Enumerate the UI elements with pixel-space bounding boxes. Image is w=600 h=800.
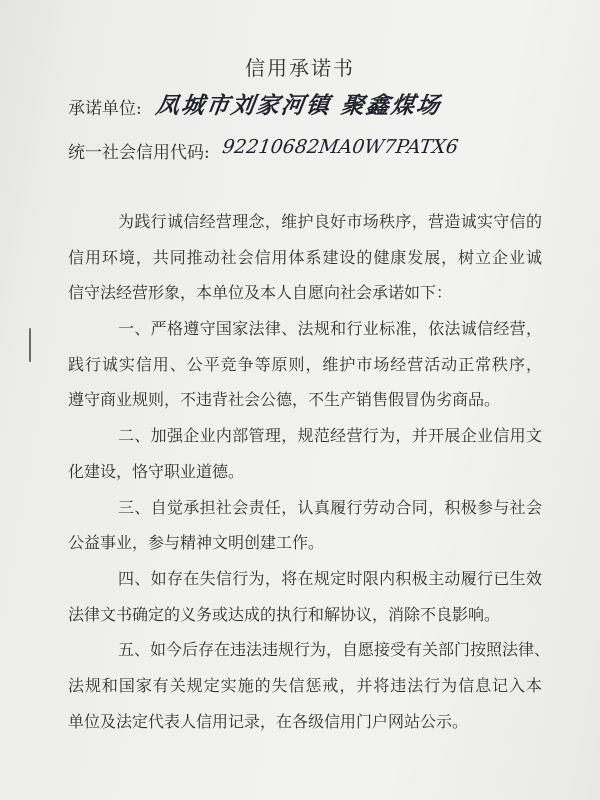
promisor-handwritten-value: 凤城市刘家河镇 聚鑫煤场 (153, 91, 443, 119)
paragraph-line: 五、如今后存在违法违规行为，自愿接受有关部门按照法律、 (118, 640, 551, 660)
promisor-label: 承诺单位: (68, 98, 142, 119)
paragraph-line: 信用环境，共同推动社会信用体系建设的健康发展，树立企业诚 (68, 247, 542, 267)
paragraph-line: 遵守商业规则，不违背社会公德，不生产销售假冒伪劣商品。 (68, 390, 501, 410)
binding-mark (29, 328, 31, 362)
paragraph-line: 一、严格遵守国家法律、法规和行业标准，依法诚信经营， (118, 319, 542, 339)
promisor-field (68, 91, 441, 121)
paragraph-item-4 (68, 561, 542, 632)
paragraph-line: 为践行诚信经营理念，维护良好市场秩序，营造诚实守信的 (118, 212, 542, 231)
document-title: 信用承诺书 (245, 56, 355, 80)
paragraph-line: 法律文书确定的义务或达成的执行和解协议，消除不良影响。 (68, 604, 501, 624)
credit-code-field (68, 135, 460, 165)
paragraph-line: 单位及法定代表人信用记录，在各级信用门户网站公示。 (68, 711, 469, 731)
credit-code-label: 统一社会信用代码: (68, 142, 210, 163)
paragraph-item-2 (68, 418, 542, 489)
paragraph-line: 践行诚实信用、公平竞争等原则，维护市场经营活动正常秩序， (68, 354, 542, 374)
paragraph-line: 公益事业，参与精神文明创建工作。 (68, 533, 325, 553)
paragraph-item-5 (68, 632, 551, 739)
paragraph-line: 三、自觉承担社会责任，认真履行劳动合同，积极参与社会 (118, 497, 542, 517)
paragraph-item-1 (68, 311, 542, 418)
paragraph-line: 四、如存在失信行为，将在规定时限内积极主动履行已生效 (118, 568, 542, 588)
paragraph-line: 化建设，恪守职业道德。 (68, 461, 245, 481)
paragraph-item-3 (68, 490, 542, 561)
paragraph-line: 法规和国家有关规定实施的失信惩戒，并将违法行为信息记入本 (68, 675, 542, 695)
paragraph-line: 信守法经营形象，本单位及本人自愿向社会承诺如下： (68, 283, 453, 303)
paragraph-preamble (68, 204, 542, 311)
paragraph-line: 二、加强企业内部管理，规范经营行为，并开展企业信用文 (118, 426, 542, 446)
commitment-body (68, 204, 551, 739)
credit-code-handwritten-value: 92210682MA0W7PATX6 (220, 136, 460, 158)
